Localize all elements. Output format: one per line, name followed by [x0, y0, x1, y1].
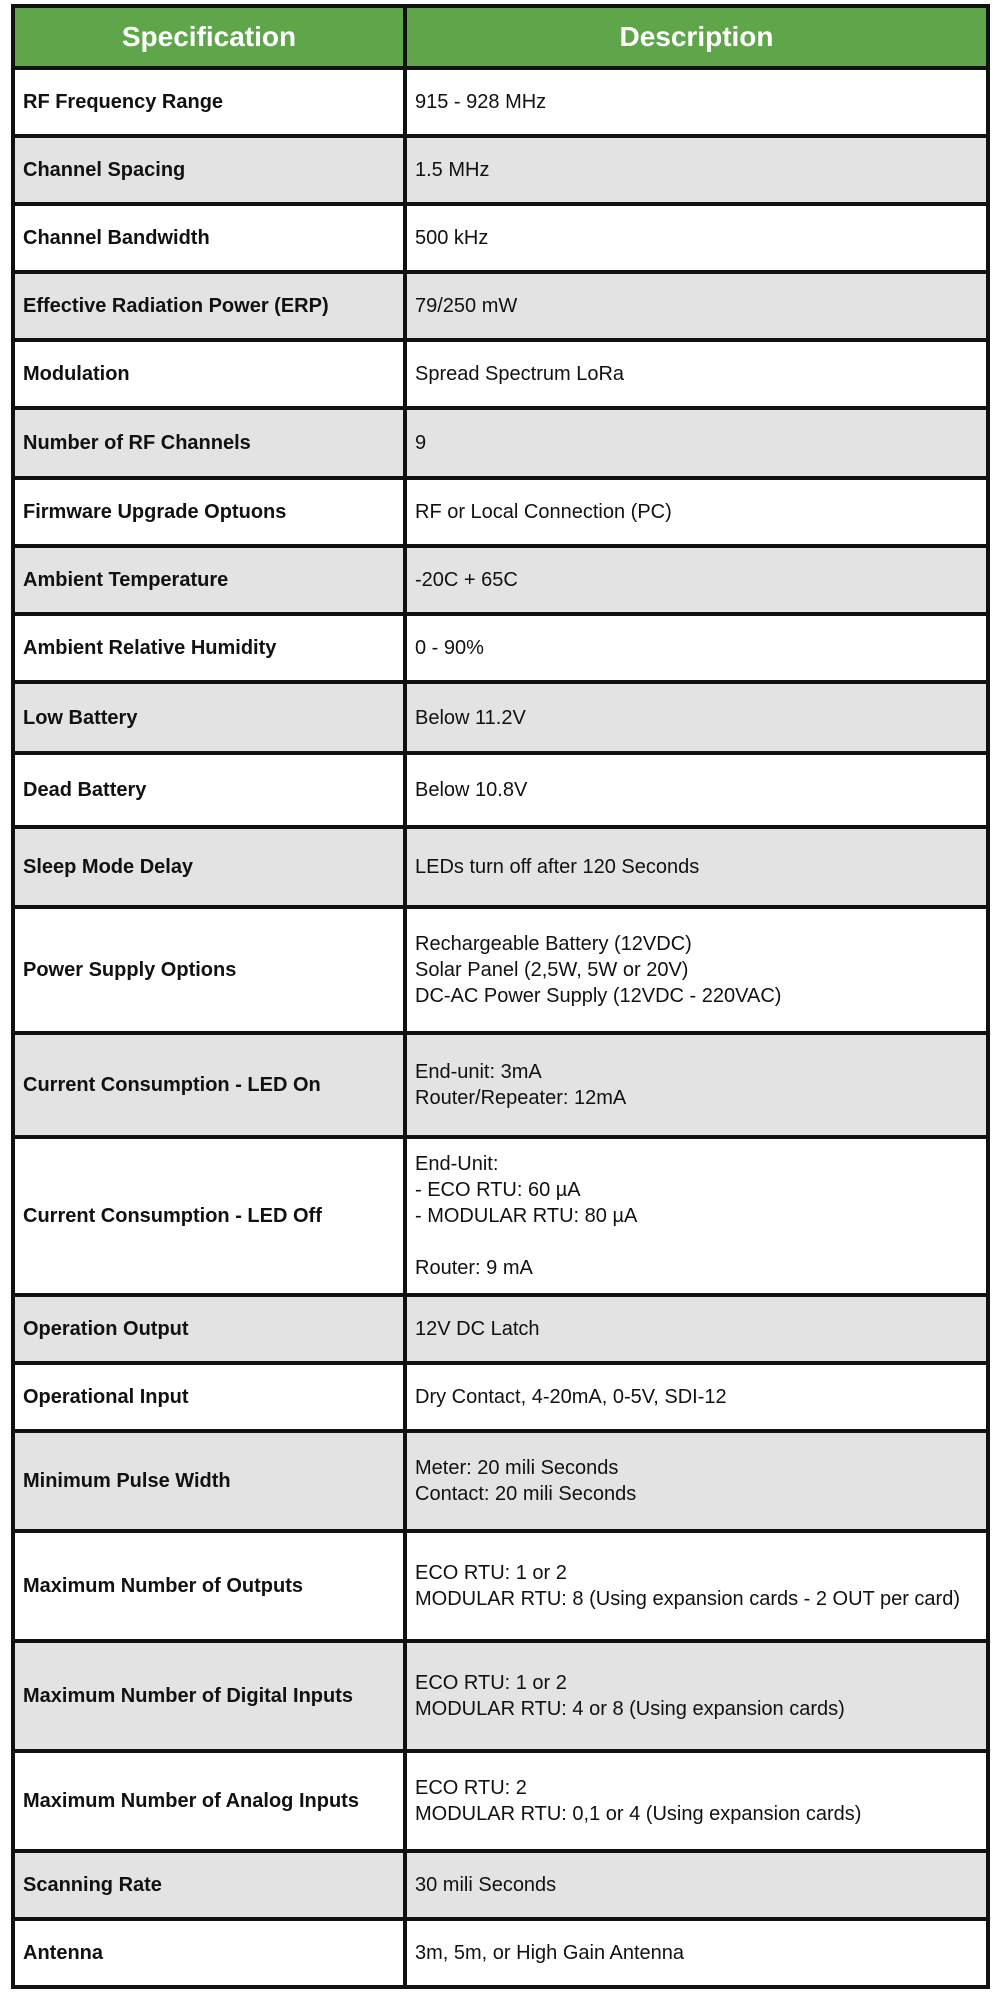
- description-line: End-unit: 3mA: [415, 1061, 542, 1083]
- spec-name: Channel Spacing: [13, 136, 405, 204]
- description-line: 1.5 MHz: [415, 159, 490, 181]
- spec-description: [405, 907, 988, 1033]
- description-line: 9: [415, 432, 427, 454]
- description-line: 3m, 5m, or High Gain Antenna: [415, 1942, 685, 1964]
- spec-name: Scanning Rate: [13, 1851, 405, 1919]
- spec-description: [405, 1033, 988, 1137]
- description-line: 500 kHz: [415, 227, 489, 249]
- description-line: [415, 1229, 978, 1255]
- description-line: End-Unit:: [415, 1153, 499, 1175]
- description-line: -20C + 65C: [415, 569, 518, 591]
- description-line: MODULAR RTU: 4 or 8 (Using expansion cards): [415, 1698, 845, 1720]
- table-row: [13, 907, 988, 1033]
- description-line: LEDs turn off after 120 Seconds: [415, 856, 700, 878]
- description-line: Dry Contact, 4-20mA, 0-5V, SDI-12: [415, 1386, 727, 1408]
- spec-description: [405, 478, 988, 546]
- description-line: Contact: 20 mili Seconds: [415, 1483, 637, 1505]
- spec-name: RF Frequency Range: [13, 68, 405, 136]
- spec-name: Firmware Upgrade Optuons: [13, 478, 405, 546]
- spec-name: Maximum Number of Outputs: [13, 1531, 405, 1641]
- spec-description: [405, 1851, 988, 1919]
- spec-description: [405, 1137, 988, 1295]
- table-row: [13, 68, 988, 136]
- description-line: Router: 9 mA: [415, 1257, 533, 1279]
- table-row: [13, 1751, 988, 1851]
- description-line: ECO RTU: 1 or 2: [415, 1672, 567, 1694]
- spec-description: [405, 408, 988, 478]
- spec-name: Maximum Number of Analog Inputs: [13, 1751, 405, 1851]
- description-line: Rechargeable Battery (12VDC): [415, 933, 692, 955]
- description-line: 0 - 90%: [415, 637, 484, 659]
- description-line: 79/250 mW: [415, 295, 518, 317]
- spec-name: Power Supply Options: [13, 907, 405, 1033]
- table-row: [13, 1295, 988, 1363]
- spec-description: [405, 1751, 988, 1851]
- spec-description: [405, 204, 988, 272]
- description-line: Solar Panel (2,5W, 5W or 20V): [415, 959, 689, 981]
- spec-name: Low Battery: [13, 682, 405, 753]
- table-row: [13, 478, 988, 546]
- spec-table: [11, 4, 990, 1989]
- table-row: [13, 753, 988, 827]
- description-line: Below 11.2V: [415, 706, 526, 729]
- spec-description: [405, 272, 988, 340]
- spec-description: [405, 1363, 988, 1431]
- table-row: [13, 408, 988, 478]
- table-row: [13, 204, 988, 272]
- header-description: Description: [405, 6, 988, 68]
- table-row: [13, 1431, 988, 1531]
- table-row: [13, 1919, 988, 1987]
- description-line: MODULAR RTU: 0,1 or 4 (Using expansion cards): [415, 1803, 862, 1825]
- table-row: [13, 682, 988, 753]
- header-row: [13, 6, 988, 68]
- description-line: MODULAR RTU: 8 (Using expansion cards - 2 OUT per card): [415, 1588, 960, 1610]
- description-line: ECO RTU: 1 or 2: [415, 1562, 567, 1584]
- table-row: [13, 1641, 988, 1751]
- table-row: [13, 1137, 988, 1295]
- spec-description: [405, 1641, 988, 1751]
- description-line: 915 - 928 MHz: [415, 91, 547, 113]
- description-line: 12V DC Latch: [415, 1318, 540, 1340]
- description-line: 30 mili Seconds: [415, 1874, 557, 1896]
- description-line: Meter: 20 mili Seconds: [415, 1457, 619, 1479]
- description-line: Below 10.8V: [415, 779, 528, 801]
- spec-name: Antenna: [13, 1919, 405, 1987]
- table-row: [13, 827, 988, 907]
- spec-name: Ambient Relative Humidity: [13, 614, 405, 682]
- table-row: [13, 340, 988, 408]
- spec-description: [405, 68, 988, 136]
- spec-name: Current Consumption - LED On: [13, 1033, 405, 1137]
- spec-name: Minimum Pulse Width: [13, 1431, 405, 1531]
- spec-description: [405, 753, 988, 827]
- description-line: RF or Local Connection (PC): [415, 501, 672, 523]
- description-line: - MODULAR RTU: 80 µA: [415, 1205, 638, 1227]
- spec-description: [405, 682, 988, 753]
- description-line: Spread Spectrum LoRa: [415, 363, 625, 385]
- table-row: [13, 1851, 988, 1919]
- spec-description: [405, 136, 988, 204]
- spec-description: [405, 1431, 988, 1531]
- spec-name: Current Consumption - LED Off: [13, 1137, 405, 1295]
- table-row: [13, 272, 988, 340]
- header-specification: Specification: [13, 6, 405, 68]
- table-row: [13, 1033, 988, 1137]
- spec-description: [405, 1919, 988, 1987]
- spec-name: Number of RF Channels: [13, 408, 405, 478]
- description-line: Router/Repeater: 12mA: [415, 1087, 627, 1109]
- description-line: - ECO RTU: 60 µA: [415, 1179, 581, 1201]
- spec-description: [405, 546, 988, 614]
- description-line: ECO RTU: 2: [415, 1777, 527, 1799]
- spec-name: Channel Bandwidth: [13, 204, 405, 272]
- description-line: DC-AC Power Supply (12VDC - 220VAC): [415, 985, 782, 1007]
- spec-name: Sleep Mode Delay: [13, 827, 405, 907]
- spec-description: [405, 1295, 988, 1363]
- spec-description: [405, 827, 988, 907]
- spec-description: [405, 614, 988, 682]
- table-row: [13, 546, 988, 614]
- table-row: [13, 614, 988, 682]
- spec-name: Effective Radiation Power (ERP): [13, 272, 405, 340]
- spec-name: Modulation: [13, 340, 405, 408]
- spec-name: Operational Input: [13, 1363, 405, 1431]
- spec-description: [405, 340, 988, 408]
- spec-description: [405, 1531, 988, 1641]
- spec-name: Dead Battery: [13, 753, 405, 827]
- table-row: [13, 136, 988, 204]
- spec-name: Maximum Number of Digital Inputs: [13, 1641, 405, 1751]
- spec-name: Operation Output: [13, 1295, 405, 1363]
- table-row: [13, 1363, 988, 1431]
- table-row: [13, 1531, 988, 1641]
- spec-name: Ambient Temperature: [13, 546, 405, 614]
